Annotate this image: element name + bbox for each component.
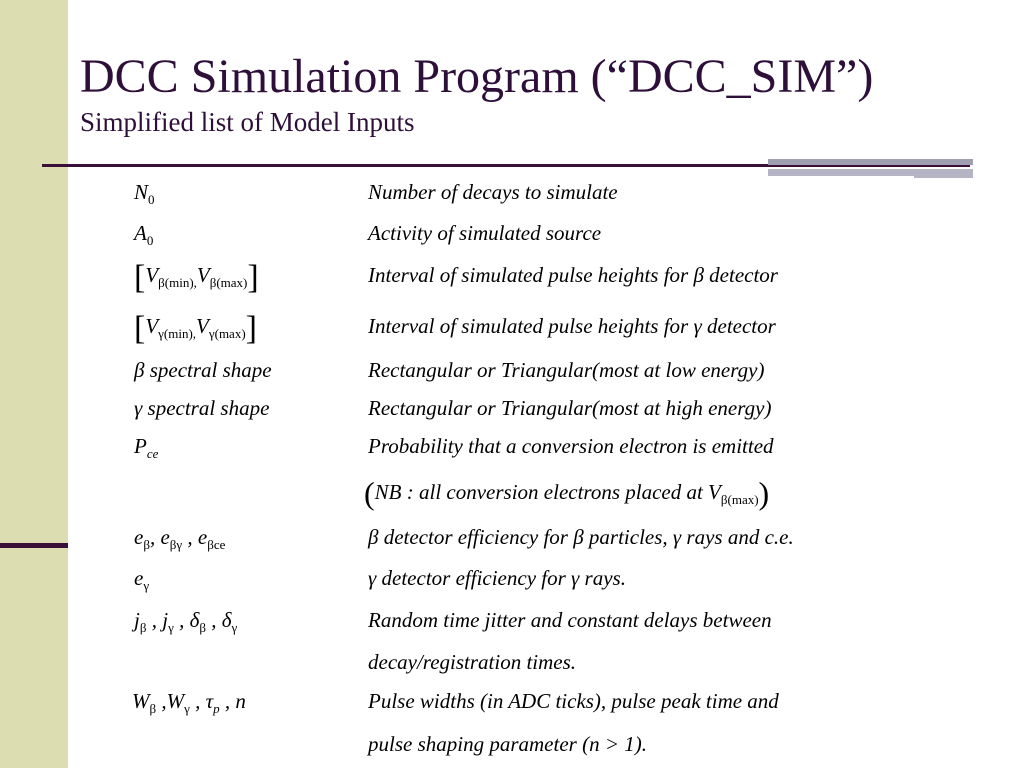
symbol-cell: $N_0$	[134, 180, 155, 207]
symbol-cell: $e_\beta$, $e_{\beta\gamma}$ , $e_{\beta ce}$	[134, 525, 226, 552]
symbol-cell: $P_{ce}$	[134, 434, 159, 461]
description-cell: Probability that a conversion electron is emitted	[368, 434, 774, 458]
slide-title: DCC Simulation Program (“DCC_SIM”)	[80, 50, 874, 103]
description-cell: Pulse widths (in ADC ticks), pulse peak time and	[368, 689, 779, 713]
left-bar-accent-line	[0, 543, 68, 548]
description-cell: Activity of simulated source	[368, 221, 602, 245]
symbol-cell: β spectral shape	[134, 358, 272, 382]
symbol-cell: $[V_{\beta(min),}V_{\beta(max)}]$	[134, 259, 259, 296]
deco-bar-upper	[768, 159, 973, 165]
title-block	[80, 48, 1020, 138]
note-cell: (NB : all conversion electrons placed at $V_{\beta(max)}$)	[364, 475, 770, 511]
description-cell: Rectangular or Triangular(most at low energy)	[368, 358, 765, 382]
description-cell: Rectangular or Triangular(most at high energy)	[368, 396, 772, 420]
description-cell: Number of decays to simulate	[368, 180, 618, 204]
symbol-cell: $W_\beta$ $,W_\gamma$ , $\tau_p$ , n	[132, 689, 246, 716]
description-cell: β detector efficiency for β particles, γ rays and c.e.	[368, 525, 794, 549]
left-decorative-bar	[0, 0, 68, 768]
symbol-cell: $A_0$	[134, 221, 154, 248]
symbol-cell: $[V_{\gamma(min),}V_{\gamma(max)}]$	[134, 310, 257, 347]
symbol-cell: $e_\gamma$	[134, 566, 150, 593]
description-cell: decay/registration times.	[368, 650, 577, 674]
slide-subtitle: Simplified list of Model Inputs	[80, 107, 415, 137]
description-cell: Random time jitter and constant delays between	[368, 608, 772, 632]
description-cell: γ detector efficiency for γ rays.	[368, 566, 626, 590]
description-cell: Interval of simulated pulse heights for γ detector	[368, 314, 776, 338]
symbol-cell: $j_\beta$ , $j_\gamma$ , $\delta_\beta$ , $\delta_\gamma$	[134, 608, 238, 635]
description-cell: pulse shaping parameter (n > 1).	[368, 732, 647, 756]
model-inputs-table	[118, 176, 914, 768]
symbol-cell: γ spectral shape	[134, 396, 270, 420]
description-cell: Interval of simulated pulse heights for β detector	[368, 263, 778, 287]
